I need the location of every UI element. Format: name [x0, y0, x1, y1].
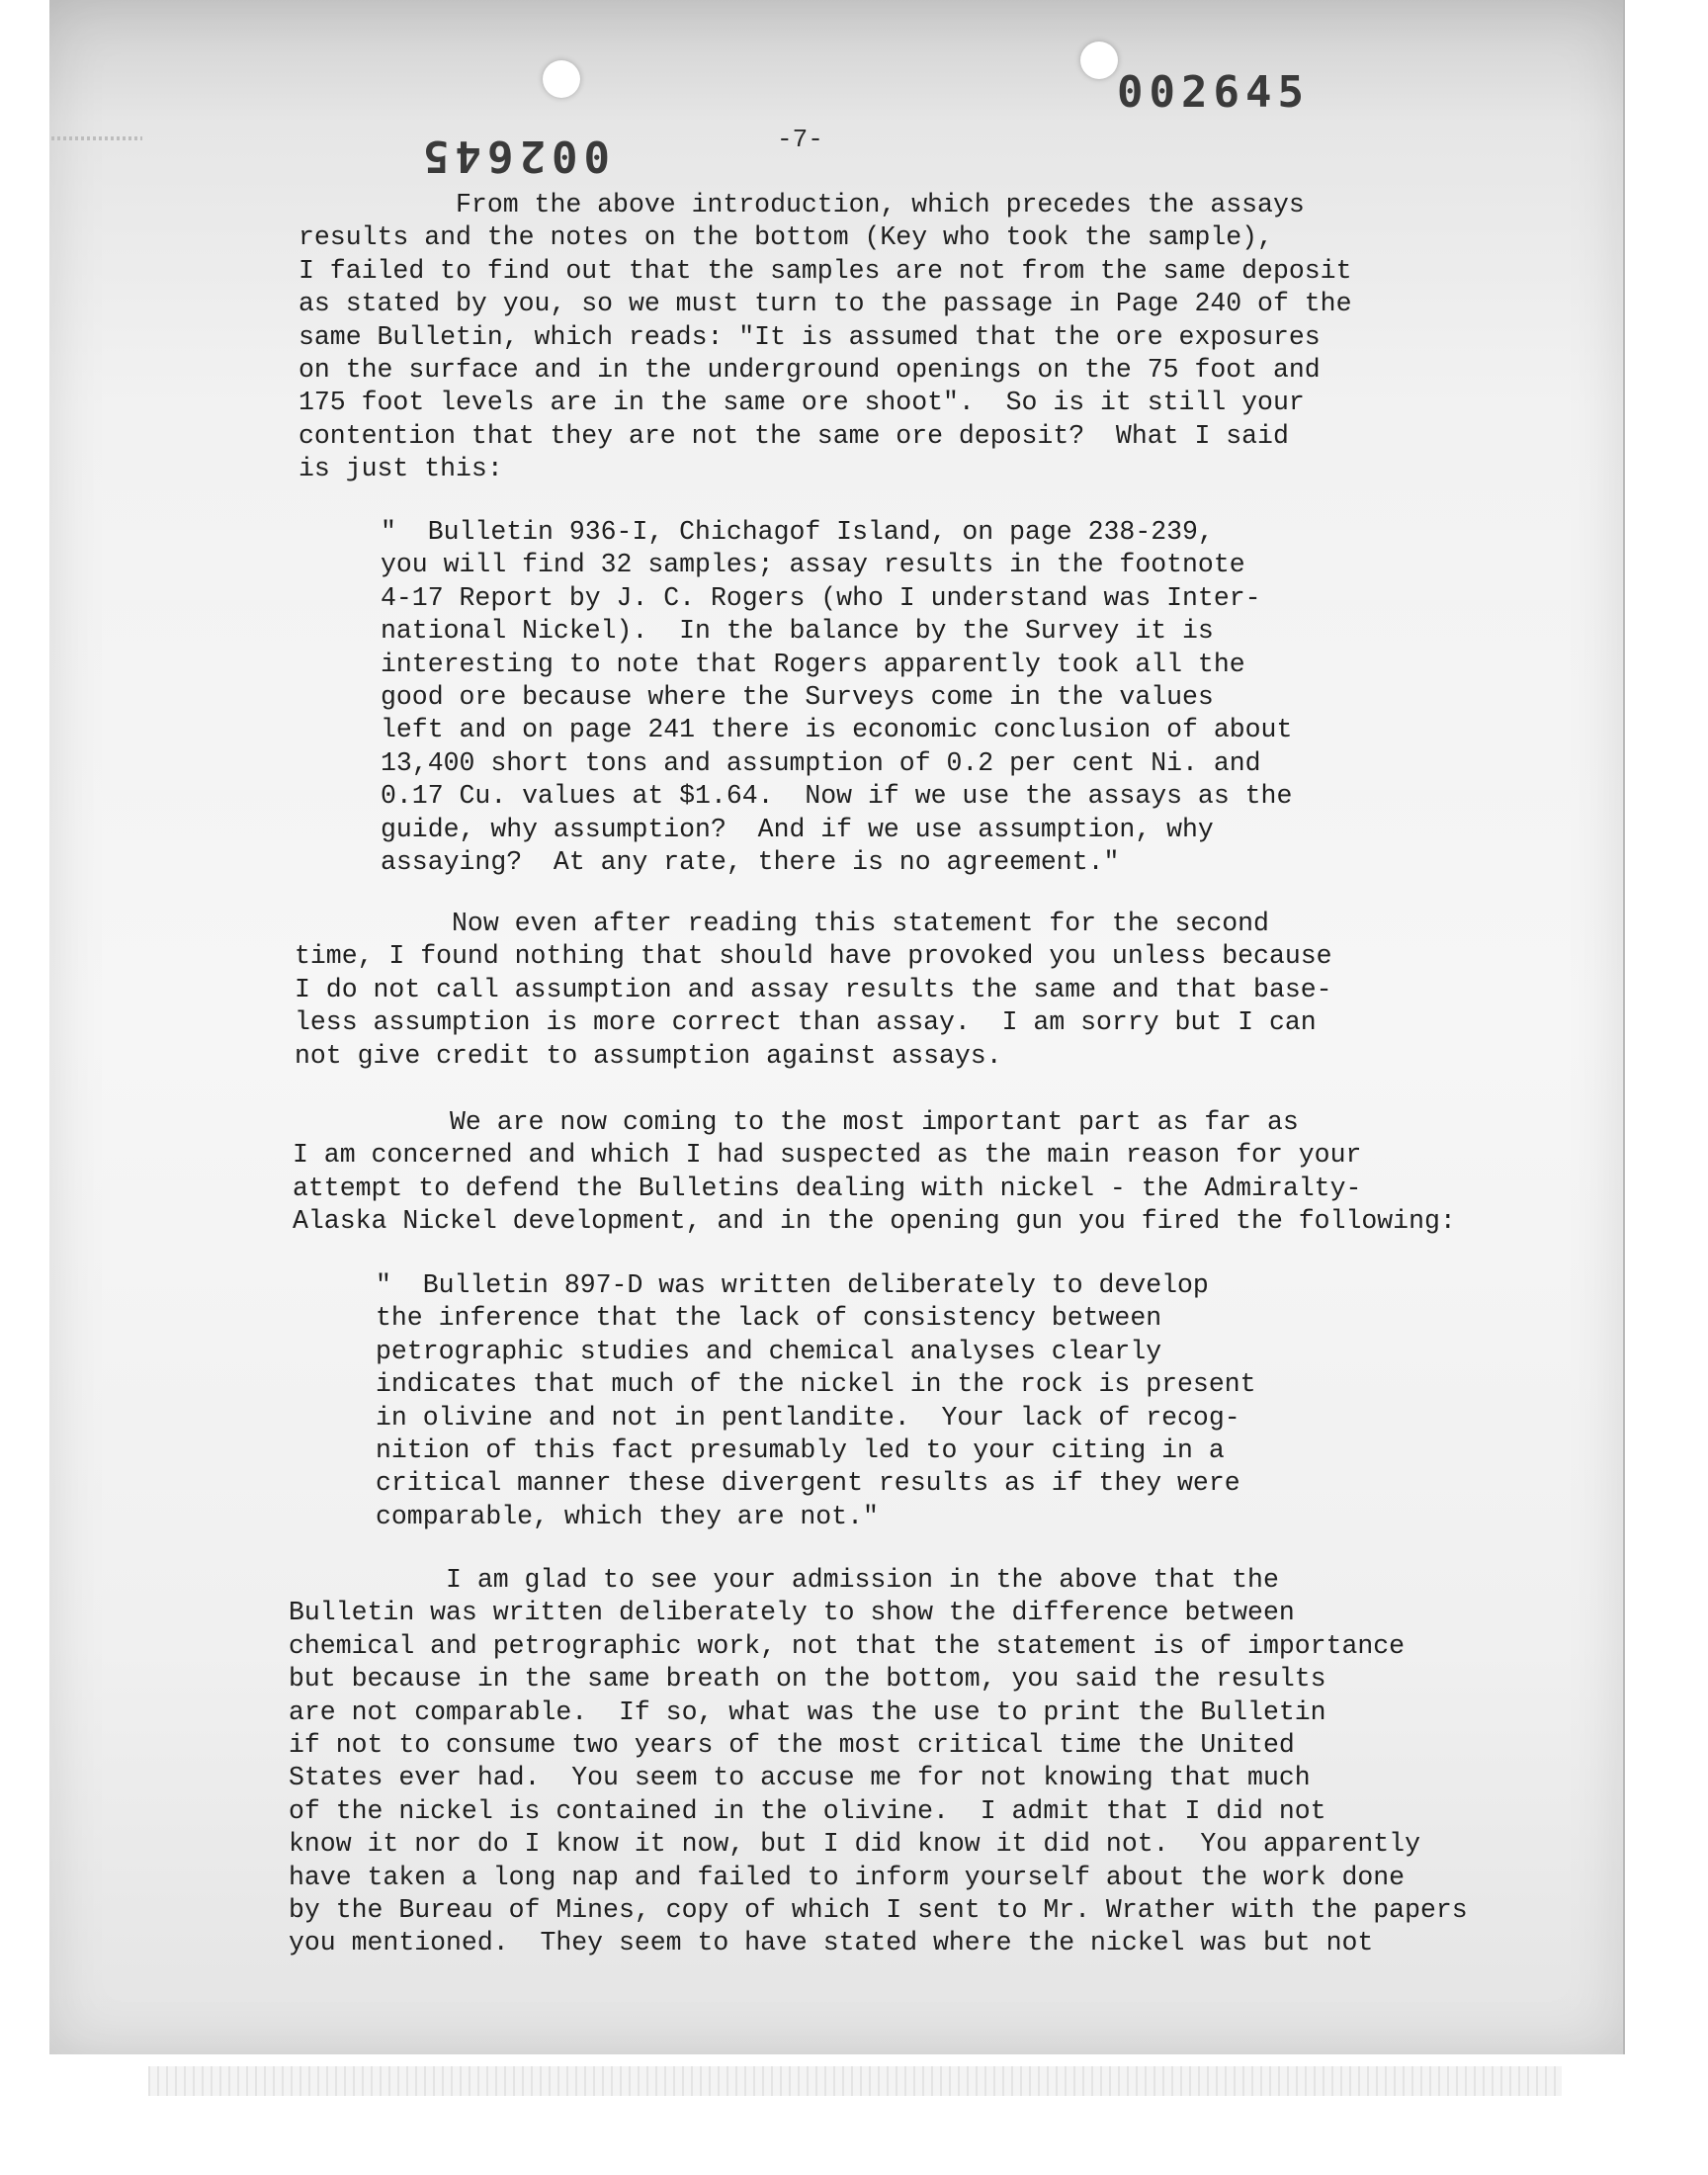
- punch-hole-right: [1080, 42, 1118, 79]
- text-line: national Nickel). In the balance by the Survey it is: [381, 616, 1214, 647]
- text-line: critical manner these divergent results as if they were: [376, 1468, 1240, 1499]
- punch-hole-left: [543, 60, 580, 98]
- text-line: is just this:: [299, 454, 503, 484]
- text-line: if not to consume two years of the most critical time the United: [289, 1730, 1295, 1761]
- text-line: I am concerned and which I had suspected as the main reason for your: [293, 1140, 1362, 1171]
- text-line: less assumption is more correct than assay. I am sorry but I can: [295, 1007, 1317, 1038]
- text-line: 175 foot levels are in the same ore shoot". So is it still your: [299, 388, 1305, 418]
- text-line: by the Bureau of Mines, copy of which I sent to Mr. Wrather with the papers: [289, 1895, 1468, 1926]
- text-line: interesting to note that Rogers apparently took all the: [381, 649, 1245, 679]
- text-line: not give credit to assumption against assays.: [295, 1040, 1002, 1071]
- paragraph-important-part: [293, 1106, 1456, 1239]
- scan-margin-mark: [51, 136, 142, 140]
- text-line: of the nickel is contained in the olivine. I admit that I did not: [289, 1795, 1326, 1826]
- paragraph-second-reading: [295, 908, 1332, 1073]
- text-line: but because in the same breath on the bottom, you said the results: [289, 1664, 1326, 1695]
- text-line: chemical and petrographic work, not that the statement is of importance: [289, 1630, 1406, 1661]
- text-line: in olivine and not in pentlandite. Your lack of recog-: [376, 1402, 1240, 1433]
- text-line: have taken a long nap and failed to inform yourself about the work done: [289, 1862, 1406, 1892]
- text-line: comparable, which they are not.": [376, 1501, 879, 1531]
- text-line: I am glad to see your admission in the above that the: [289, 1565, 1279, 1595]
- text-line: We are now coming to the most important part as far as: [293, 1107, 1299, 1137]
- text-line: States ever had. You seem to accuse me for not knowing that much: [289, 1763, 1311, 1793]
- scan-bottom-strip: [148, 2066, 1562, 2096]
- text-line: you will find 32 samples; assay results in the footnote: [381, 550, 1245, 580]
- text-line: the inference that the lack of consistency between: [376, 1303, 1162, 1334]
- document-number-stamp: 002645: [1117, 67, 1310, 118]
- text-line: Alaska Nickel development, and in the opening gun you fired the following:: [293, 1206, 1456, 1237]
- text-line: Now even after reading this statement for the second: [295, 909, 1269, 938]
- paragraph-admission: [289, 1564, 1468, 1960]
- text-line: contention that they are not the same ore deposit? What I said: [299, 420, 1289, 451]
- text-line: indicates that much of the nickel in the rock is present: [376, 1369, 1256, 1400]
- text-line: " Bulletin 936-I, Chichagof Island, on page 238-239,: [381, 517, 1214, 547]
- document-number-stamp-mirrored: 002645: [417, 130, 610, 181]
- text-line: nition of this fact presumably led to your citing in a: [376, 1436, 1225, 1466]
- page-edge: [1623, 0, 1625, 2054]
- text-line: as stated by you, so we must turn to the passage in Page 240 of the: [299, 289, 1352, 319]
- text-line: From the above introduction, which precedes the assays: [299, 190, 1305, 219]
- text-line: are not comparable. If so, what was the use to print the Bulletin: [289, 1696, 1326, 1727]
- text-line: results and the notes on the bottom (Key who took the sample),: [299, 222, 1273, 253]
- text-line: on the surface and in the underground openings on the 75 foot and: [299, 355, 1321, 386]
- text-line: " Bulletin 897-D was written deliberately to develop: [376, 1270, 1209, 1300]
- text-line: 4-17 Report by J. C. Rogers (who I understand was Inter-: [381, 582, 1261, 613]
- text-line: same Bulletin, which reads: "It is assumed that the ore exposures: [299, 321, 1321, 352]
- text-line: know it nor do I know it now, but I did know it did not. You apparently: [289, 1829, 1420, 1860]
- text-line: I failed to find out that the samples are not from the same deposit: [299, 255, 1352, 286]
- paragraph-intro: [299, 189, 1351, 486]
- text-line: assaying? At any rate, there is no agreement.": [381, 847, 1120, 878]
- text-line: Bulletin was written deliberately to show the difference between: [289, 1598, 1295, 1628]
- text-line: 0.17 Cu. values at $1.64. Now if we use the assays as the: [381, 781, 1293, 812]
- text-line: left and on page 241 there is economic conclusion of about: [381, 715, 1293, 745]
- text-line: petrographic studies and chemical analyses clearly: [376, 1336, 1162, 1366]
- text-line: good ore because where the Surveys come in the values: [381, 682, 1214, 713]
- text-line: guide, why assumption? And if we use assumption, why: [381, 814, 1214, 844]
- quote-block-bulletin-936: [381, 516, 1292, 879]
- page-number: -7-: [777, 125, 823, 154]
- text-line: you mentioned. They seem to have stated where the nickel was but not: [289, 1928, 1374, 1958]
- quote-block-bulletin-897: [376, 1269, 1256, 1533]
- text-line: time, I found nothing that should have provoked you unless because: [295, 941, 1332, 972]
- text-line: 13,400 short tons and assumption of 0.2 per cent Ni. and: [381, 747, 1261, 778]
- text-line: attempt to defend the Bulletins dealing with nickel - the Admiralty-: [293, 1173, 1362, 1203]
- text-line: I do not call assumption and assay results the same and that base-: [295, 974, 1332, 1004]
